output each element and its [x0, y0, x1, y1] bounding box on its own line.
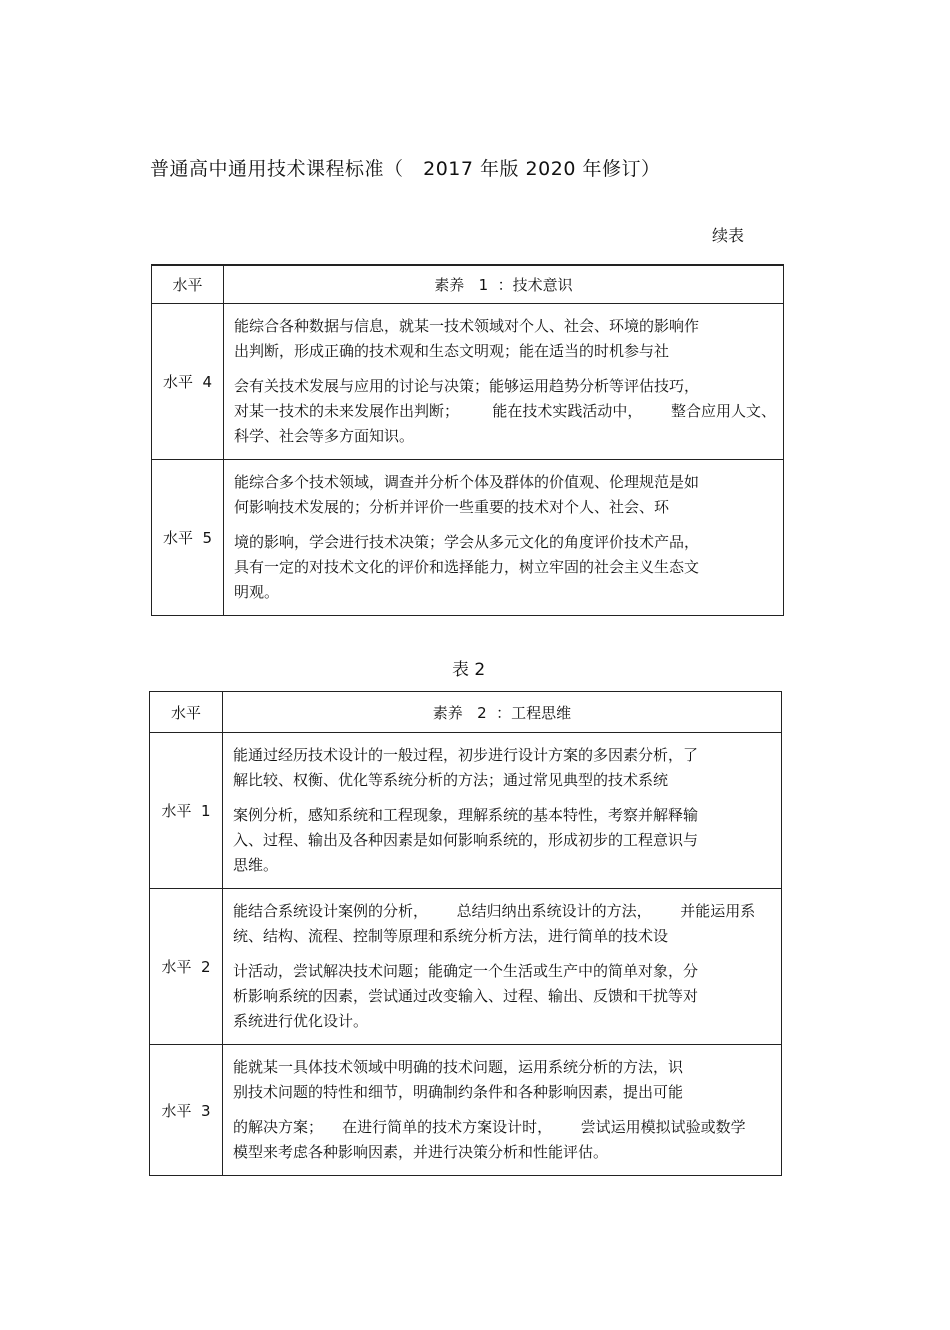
description-cell	[223, 1045, 782, 1176]
description-line: 解比较、权衡、优化等系统分析的方法；通过常见典型的技术系统	[233, 771, 669, 789]
page-title: 普通高中通用技术课程标准（ 2017 年版 2020 年修订）	[150, 158, 661, 180]
description-line: 出判断，形成正确的技术观和生态文明观；能在适当的时机参与社	[234, 341, 670, 360]
description-line: 明观。	[234, 582, 280, 601]
table-header-row	[152, 265, 784, 303]
level-cell: 水平 4	[152, 303, 224, 459]
table-row	[150, 733, 782, 889]
literacy-1-table	[151, 264, 784, 616]
description-line: 别技术问题的特性和细节，明确制约条件和各种影响因素，提出可能	[233, 1083, 684, 1101]
description-line: 能综合多个技术领域，调查并分析个体及群体的价值观、伦理规范是如	[234, 472, 700, 491]
level-column-header: 水平	[150, 692, 223, 733]
table-row	[152, 303, 784, 459]
level-cell: 水平 5	[152, 459, 224, 615]
description-line: 能就某一具体技术领域中明确的技术问题，运用系统分析的方法，识	[233, 1058, 684, 1076]
description-line: 的解决方案； 在进行简单的技术方案设计时， 尝试运用模拟试验或数学	[233, 1118, 746, 1136]
description-cell	[223, 733, 782, 889]
description-line: 境的影响，学会进行技术决策；学会从多元文化的角度评价技术产品，	[234, 532, 700, 551]
description-line: 能综合各种数据与信息，就某一技术领域对个人、社会、环境的影响作	[234, 316, 700, 335]
literacy-column-header: 素养 1 ：技术意识	[224, 265, 784, 303]
description-line: 会有关技术发展与应用的讨论与决策；能够运用趋势分析等评估技巧，	[234, 376, 700, 395]
description-line: 对某一技术的未来发展作出判断； 能在技术实践活动中， 整合应用人文、	[234, 401, 776, 420]
table-row	[150, 889, 782, 1045]
description-cell	[224, 303, 784, 459]
literacy-column-header: 素养 2 ：工程思维	[223, 692, 782, 733]
description-cell	[223, 889, 782, 1045]
continued-table-label: 续表	[712, 226, 745, 245]
description-line: 科学、社会等多方面知识。	[234, 426, 415, 445]
description-line: 统、结构、流程、控制等原理和系统分析方法，进行简单的技术设	[233, 927, 669, 945]
description-line: 模型来考虑各种影响因素，并进行决策分析和性能评估。	[233, 1143, 609, 1161]
description-cell	[224, 459, 784, 615]
description-line: 具有一定的对技术文化的评价和选择能力，树立牢固的社会主义生态文	[234, 557, 700, 576]
description-line: 计活动，尝试解决技术问题；能确定一个生活或生产中的简单对象，分	[233, 962, 699, 980]
description-line: 入、过程、输出及各种因素是如何影响系统的，形成初步的工程意识与	[233, 831, 699, 849]
description-line: 能通过经历技术设计的一般过程，初步进行设计方案的多因素分析，了	[233, 746, 699, 764]
level-cell: 水平 1	[150, 733, 223, 889]
description-line: 案例分析，感知系统和工程现象，理解系统的基本特性，考察并解释输	[233, 806, 699, 824]
description-line: 能结合系统设计案例的分析， 总结归纳出系统设计的方法， 并能运用系	[233, 902, 756, 920]
description-line: 系统进行优化设计。	[233, 1012, 369, 1030]
description-line: 析影响系统的因素，尝试通过改变输入、过程、输出、反馈和干扰等对	[233, 987, 699, 1005]
description-line: 思维。	[233, 856, 279, 874]
level-cell: 水平 3	[150, 1045, 223, 1176]
table-row	[150, 1045, 782, 1176]
table-row	[152, 459, 784, 615]
table-header-row	[150, 692, 782, 733]
literacy-2-table	[149, 691, 782, 1176]
level-column-header: 水平	[152, 265, 224, 303]
level-cell: 水平 2	[150, 889, 223, 1045]
description-line: 何影响技术发展的；分析并评价一些重要的技术对个人、社会、环	[234, 497, 670, 516]
table-2-caption: 表 2	[452, 660, 486, 680]
